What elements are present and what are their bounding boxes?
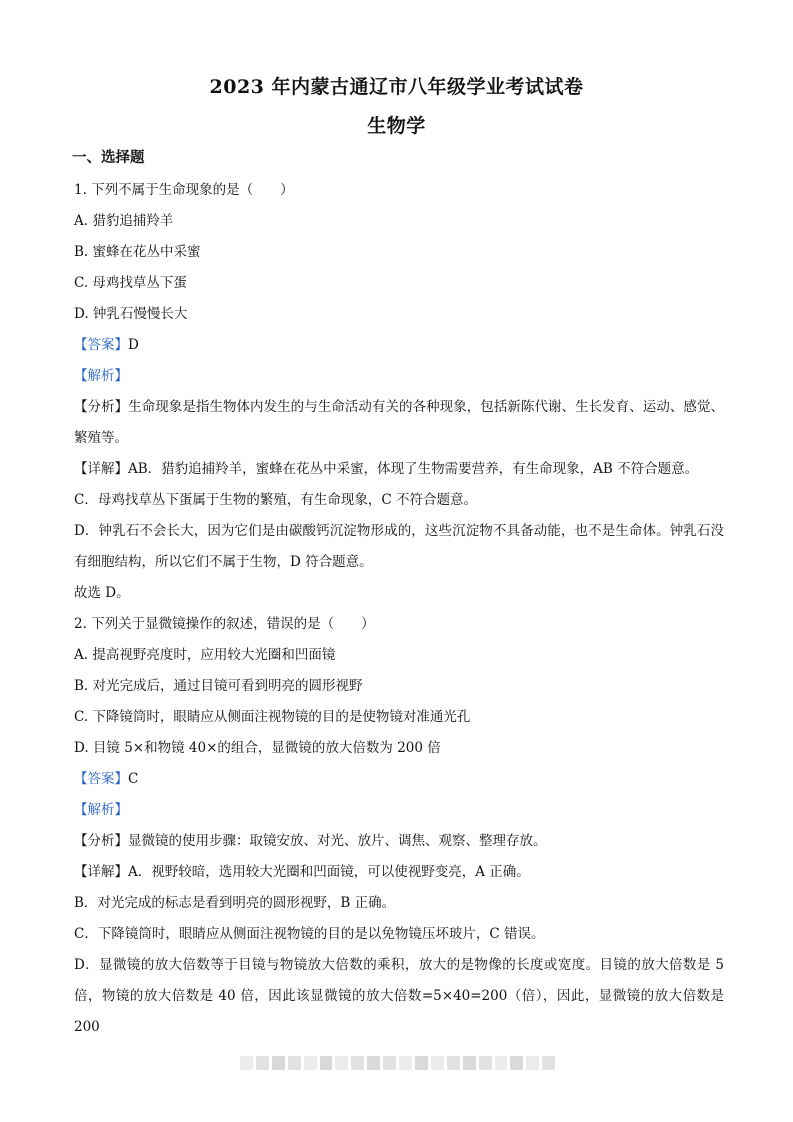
q1-answer-value: D — [128, 337, 139, 353]
q1-xiangjie-1-text: AB．猎豹追捕羚羊，蜜蜂在花丛中采蜜，体现了生物需要营养，有生命现象，AB 不符合题意。 — [128, 461, 699, 477]
section-heading: 一、选择题 — [72, 149, 145, 166]
q2-stem: 2. 下列关于显微镜操作的叙述，错误的是（ ） — [74, 616, 375, 632]
q1-option-c: C. 母鸡找草丛下蛋 — [74, 275, 187, 291]
q2-answer-value: C — [128, 771, 139, 787]
q1-xiangjie-2: C．母鸡找草丛下蛋属于生物的繁殖，有生命现象，C 不符合题意。 — [74, 492, 477, 508]
q1-analysis — [74, 361, 724, 392]
analysis-tag: 【解析】 — [74, 802, 128, 818]
q1-option-a: A. 猎豹追捕羚羊 — [74, 213, 174, 229]
q2-xiangjie-2: B．对光完成的标志是看到明亮的圆形视野，B 正确。 — [74, 895, 396, 911]
blurred-watermark — [240, 1056, 555, 1070]
exam-title: 2023 年内蒙古通辽市八年级学业考试试卷 — [209, 76, 584, 98]
fenxi-tag: 【分析】 — [74, 833, 128, 849]
q2-xiangjie-1-text: A．视野较暗，选用较大光圈和凹面镜，可以使视野变亮，A 正确。 — [128, 864, 530, 880]
q1-answer — [74, 330, 724, 361]
q1-option-b: B. 蜜蜂在花丛中采蜜 — [74, 244, 201, 260]
q1-stem: 1. 下列不属于生命现象的是（ ） — [74, 182, 294, 198]
fenxi-tag: 【分析】 — [74, 399, 129, 415]
q2-xiangjie-4: D．显微镜的放大倍数等于目镜与物镜放大倍数的乘积，放大的是物像的长度或宽度。目镜的放大倍数是 5 倍，物镜的放大倍数是 40 倍，因此该显微镜的放大倍数=5×40=200（倍），因此，显微镜的放大倍数是 200 — [74, 957, 724, 1035]
xiangjie-tag: 【详解】 — [74, 864, 128, 880]
q1-xiangjie-3: D．钟乳石不会长大，因为它们是由碳酸钙沉淀物形成的，这些沉淀物不具备动能，也不是生命体。钟乳石没有细胞结构，所以它们不属于生物，D 符合题意。 — [74, 523, 724, 570]
question-content — [74, 175, 724, 1043]
q2-analysis — [74, 795, 724, 826]
q2-option-d: D. 目镜 5×和物镜 40×的组合，显微镜的放大倍数为 200 倍 — [74, 740, 441, 756]
q2-option-a: A. 提高视野亮度时，应用较大光圈和凹面镜 — [74, 647, 336, 663]
q2-fenxi-text: 显微镜的使用步骤：取镜安放、对光、放片、调焦、观察、整理存放。 — [128, 833, 547, 849]
q2-fenxi — [74, 826, 724, 857]
q2-answer — [74, 764, 724, 795]
q2-xiangjie-3: C．下降镜筒时，眼睛应从侧面注视物镜的目的是以免物镜压坏玻片，C 错误。 — [74, 926, 545, 942]
q2-option-c: C. 下降镜筒时，眼睛应从侧面注视物镜的目的是使物镜对准通光孔 — [74, 709, 471, 725]
analysis-tag: 【解析】 — [74, 368, 128, 384]
q2-xiangjie-1 — [74, 857, 724, 888]
answer-tag: 【答案】 — [74, 771, 128, 787]
q1-option-d: D. 钟乳石慢慢长大 — [74, 306, 188, 322]
q1-fenxi — [74, 392, 724, 454]
xiangjie-tag: 【详解】 — [74, 461, 128, 477]
answer-tag: 【答案】 — [74, 337, 128, 353]
subject-title: 生物学 — [367, 115, 426, 137]
q1-conclusion: 故选 D。 — [74, 585, 130, 601]
q1-fenxi-text: 生命现象是指生物体内发生的与生命活动有关的各种现象，包括新陈代谢、生长发育、运动、感觉、繁殖等。 — [74, 399, 725, 446]
q2-option-b: B. 对光完成后，通过目镜可看到明亮的圆形视野 — [74, 678, 363, 694]
q1-xiangjie-1 — [74, 454, 724, 485]
